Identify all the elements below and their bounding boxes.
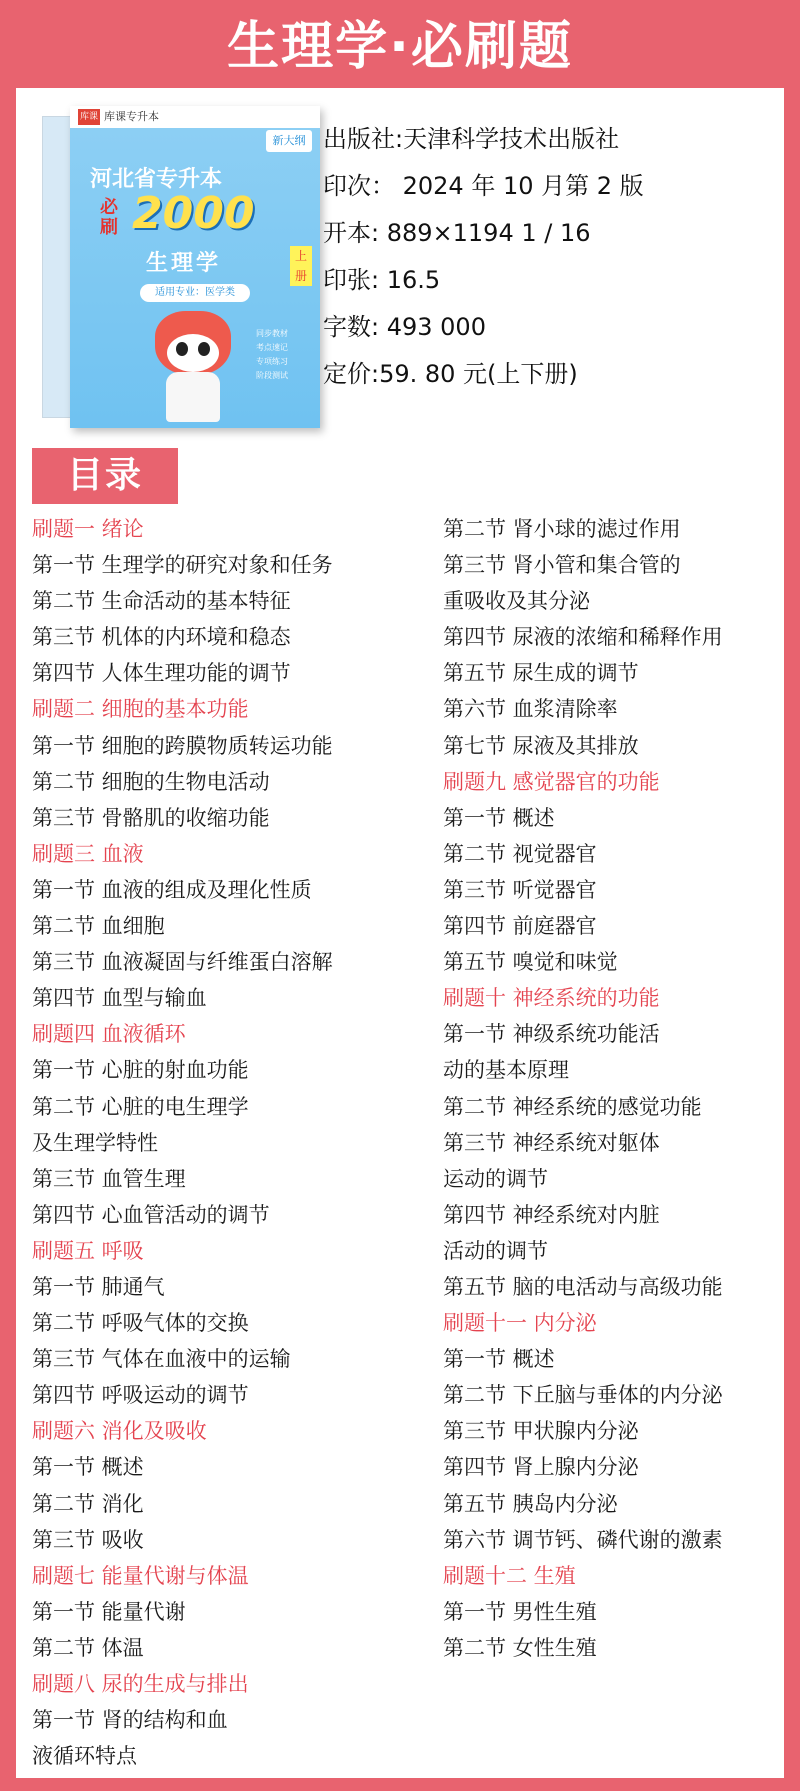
toc-chapter: 刷题十一 内分泌 bbox=[443, 1311, 597, 1336]
toc-section: 第二节 女性生殖 bbox=[443, 1635, 597, 1660]
toc-header: 目录 bbox=[32, 448, 178, 504]
toc-section: 重吸收及其分泌 bbox=[443, 589, 590, 614]
cover-feature: 考点速记 bbox=[256, 343, 288, 352]
cover-suitable: 适用专业：医学类 bbox=[140, 284, 250, 302]
info-sheets: 印张: 16.5 bbox=[323, 266, 441, 294]
toc-section: 第二节 肾小球的滤过作用 bbox=[443, 517, 681, 541]
toc-chapter: 刷题八 尿的生成与排出 bbox=[32, 1672, 249, 1696]
toc-column-right bbox=[443, 511, 723, 1666]
toc-section: 第一节 肾的结构和血 bbox=[32, 1708, 228, 1733]
toc-chapter: 刷题十二 生殖 bbox=[443, 1563, 576, 1588]
info-price: 定价:59. 80 元(上下册) bbox=[323, 360, 578, 388]
toc-section: 第二节 消化 bbox=[32, 1491, 144, 1516]
toc-section: 第四节 肾上腺内分泌 bbox=[443, 1455, 639, 1480]
toc-section: 第四节 神经系统对内脏 bbox=[443, 1202, 660, 1227]
book-cover-image bbox=[30, 94, 330, 434]
cover-top-strip bbox=[70, 106, 320, 128]
toc-section: 第四节 血型与输血 bbox=[32, 986, 207, 1011]
toc-column-left bbox=[32, 511, 333, 1774]
toc-section: 第一节 心脏的射血功能 bbox=[32, 1058, 249, 1083]
toc-section: 第二节 血细胞 bbox=[32, 914, 165, 939]
toc-section: 第七节 尿液及其排放 bbox=[443, 733, 639, 758]
cover-volume: 上册 bbox=[290, 246, 312, 286]
toc-section: 第二节 下丘脑与垂体的内分泌 bbox=[443, 1383, 723, 1408]
toc-section: 第二节 神经系统的感觉功能 bbox=[443, 1094, 702, 1119]
cover-feature: 专项练习 bbox=[256, 357, 288, 366]
toc-section: 第一节 男性生殖 bbox=[443, 1599, 597, 1624]
toc-section: 第二节 生命活动的基本特征 bbox=[32, 589, 291, 614]
mascot-body bbox=[166, 372, 220, 422]
toc-section: 第三节 血管生理 bbox=[32, 1166, 186, 1191]
toc-section: 第三节 气体在血液中的运输 bbox=[32, 1347, 291, 1372]
book-front bbox=[70, 106, 320, 428]
toc-section: 第五节 嗅觉和味觉 bbox=[443, 950, 618, 975]
toc-section: 第一节 生理学的研究对象和任务 bbox=[32, 553, 333, 578]
toc-section: 运动的调节 bbox=[443, 1166, 548, 1191]
toc-section: 第一节 肺通气 bbox=[32, 1274, 165, 1299]
toc-section: 第一节 神级系统功能活 bbox=[443, 1022, 660, 1047]
toc-section: 第一节 血液的组成及理化性质 bbox=[32, 877, 312, 902]
toc-section: 第一节 能量代谢 bbox=[32, 1599, 186, 1624]
info-printing: 印次： 2024 年 10 月第 2 版 bbox=[323, 172, 644, 200]
toc-section: 第五节 尿生成的调节 bbox=[443, 661, 639, 686]
toc-section: 第三节 听觉器官 bbox=[443, 877, 597, 902]
new-syllabus-badge: 新大纲 bbox=[266, 130, 312, 152]
info-publisher: 出版社:天津科学技术出版社 bbox=[323, 125, 620, 153]
brand-logo: 库课 bbox=[78, 109, 100, 125]
cover-count: 2000 bbox=[132, 188, 255, 239]
toc-section: 第四节 心血管活动的调节 bbox=[32, 1202, 270, 1227]
toc-section: 第二节 视觉器官 bbox=[443, 841, 597, 866]
toc-section: 第二节 细胞的生物电活动 bbox=[32, 769, 270, 794]
toc-section: 第一节 概述 bbox=[443, 805, 555, 830]
toc-section: 及生理学特性 bbox=[32, 1130, 158, 1155]
toc-section: 第五节 胰岛内分泌 bbox=[443, 1491, 618, 1516]
toc-section: 液循环特点 bbox=[32, 1744, 137, 1769]
toc-section: 第四节 尿液的浓缩和稀释作用 bbox=[443, 625, 723, 650]
cover-bi-shua: 必刷 bbox=[100, 197, 118, 238]
toc-section: 第一节 概述 bbox=[443, 1347, 555, 1372]
toc-chapter: 刷题六 消化及吸收 bbox=[32, 1419, 207, 1444]
mascot-eye-left bbox=[176, 342, 188, 356]
brand-text: 库课专升本 bbox=[104, 110, 159, 123]
toc-chapter: 刷题四 血液循环 bbox=[32, 1022, 186, 1047]
mascot-eye-right bbox=[198, 342, 210, 356]
info-word-count: 字数: 493 000 bbox=[323, 313, 486, 341]
toc-chapter: 刷题一 绪论 bbox=[32, 517, 144, 541]
toc-chapter: 刷题十 神经系统的功能 bbox=[443, 986, 660, 1011]
toc-section: 第二节 呼吸气体的交换 bbox=[32, 1311, 249, 1336]
toc-chapter: 刷题七 能量代谢与体温 bbox=[32, 1563, 249, 1588]
toc-chapter: 刷题五 呼吸 bbox=[32, 1238, 144, 1263]
cover-feature: 阶段测试 bbox=[256, 371, 288, 380]
toc-chapter: 刷题二 细胞的基本功能 bbox=[32, 697, 249, 722]
toc-section: 第四节 前庭器官 bbox=[443, 914, 597, 939]
content-panel bbox=[16, 88, 784, 1778]
toc-section: 第一节 细胞的跨膜物质转运功能 bbox=[32, 733, 333, 758]
toc-section: 第四节 人体生理功能的调节 bbox=[32, 661, 291, 686]
toc-section: 第六节 调节钙、磷代谢的激素 bbox=[443, 1527, 723, 1552]
toc-section: 第一节 概述 bbox=[32, 1455, 144, 1480]
toc-chapter: 刷题三 血液 bbox=[32, 841, 144, 866]
publication-info bbox=[323, 116, 644, 398]
info-format: 开本: 889×1194 1 / 16 bbox=[323, 219, 591, 247]
toc-section: 第六节 血浆清除率 bbox=[443, 697, 618, 722]
toc-section: 第五节 脑的电活动与高级功能 bbox=[443, 1274, 723, 1299]
cover-province: 河北省专升本 bbox=[90, 167, 223, 192]
toc-section: 第三节 神经系统对躯体 bbox=[443, 1130, 660, 1155]
toc-chapter: 刷题九 感觉器官的功能 bbox=[443, 769, 660, 794]
toc-section: 第二节 体温 bbox=[32, 1635, 144, 1660]
toc-section: 活动的调节 bbox=[443, 1238, 548, 1263]
toc-section: 第三节 骨骼肌的收缩功能 bbox=[32, 805, 270, 830]
toc-section: 第三节 甲状腺内分泌 bbox=[443, 1419, 639, 1444]
page-title: 生理学·必刷题 bbox=[227, 16, 573, 77]
cover-feature: 同步教材 bbox=[256, 329, 288, 338]
cover-subject: 生理学 bbox=[146, 251, 222, 276]
toc-section: 第四节 呼吸运动的调节 bbox=[32, 1383, 249, 1408]
toc-section: 第二节 心脏的电生理学 bbox=[32, 1094, 249, 1119]
toc-section: 第三节 血液凝固与纤维蛋白溶解 bbox=[32, 950, 333, 975]
toc-section: 第三节 机体的内环境和稳态 bbox=[32, 625, 291, 650]
toc-section: 动的基本原理 bbox=[443, 1058, 569, 1083]
title-bar bbox=[0, 0, 800, 82]
mascot-face bbox=[167, 334, 219, 372]
toc-section: 第三节 肾小管和集合管的 bbox=[443, 553, 681, 578]
toc-section: 第三节 吸收 bbox=[32, 1527, 144, 1552]
